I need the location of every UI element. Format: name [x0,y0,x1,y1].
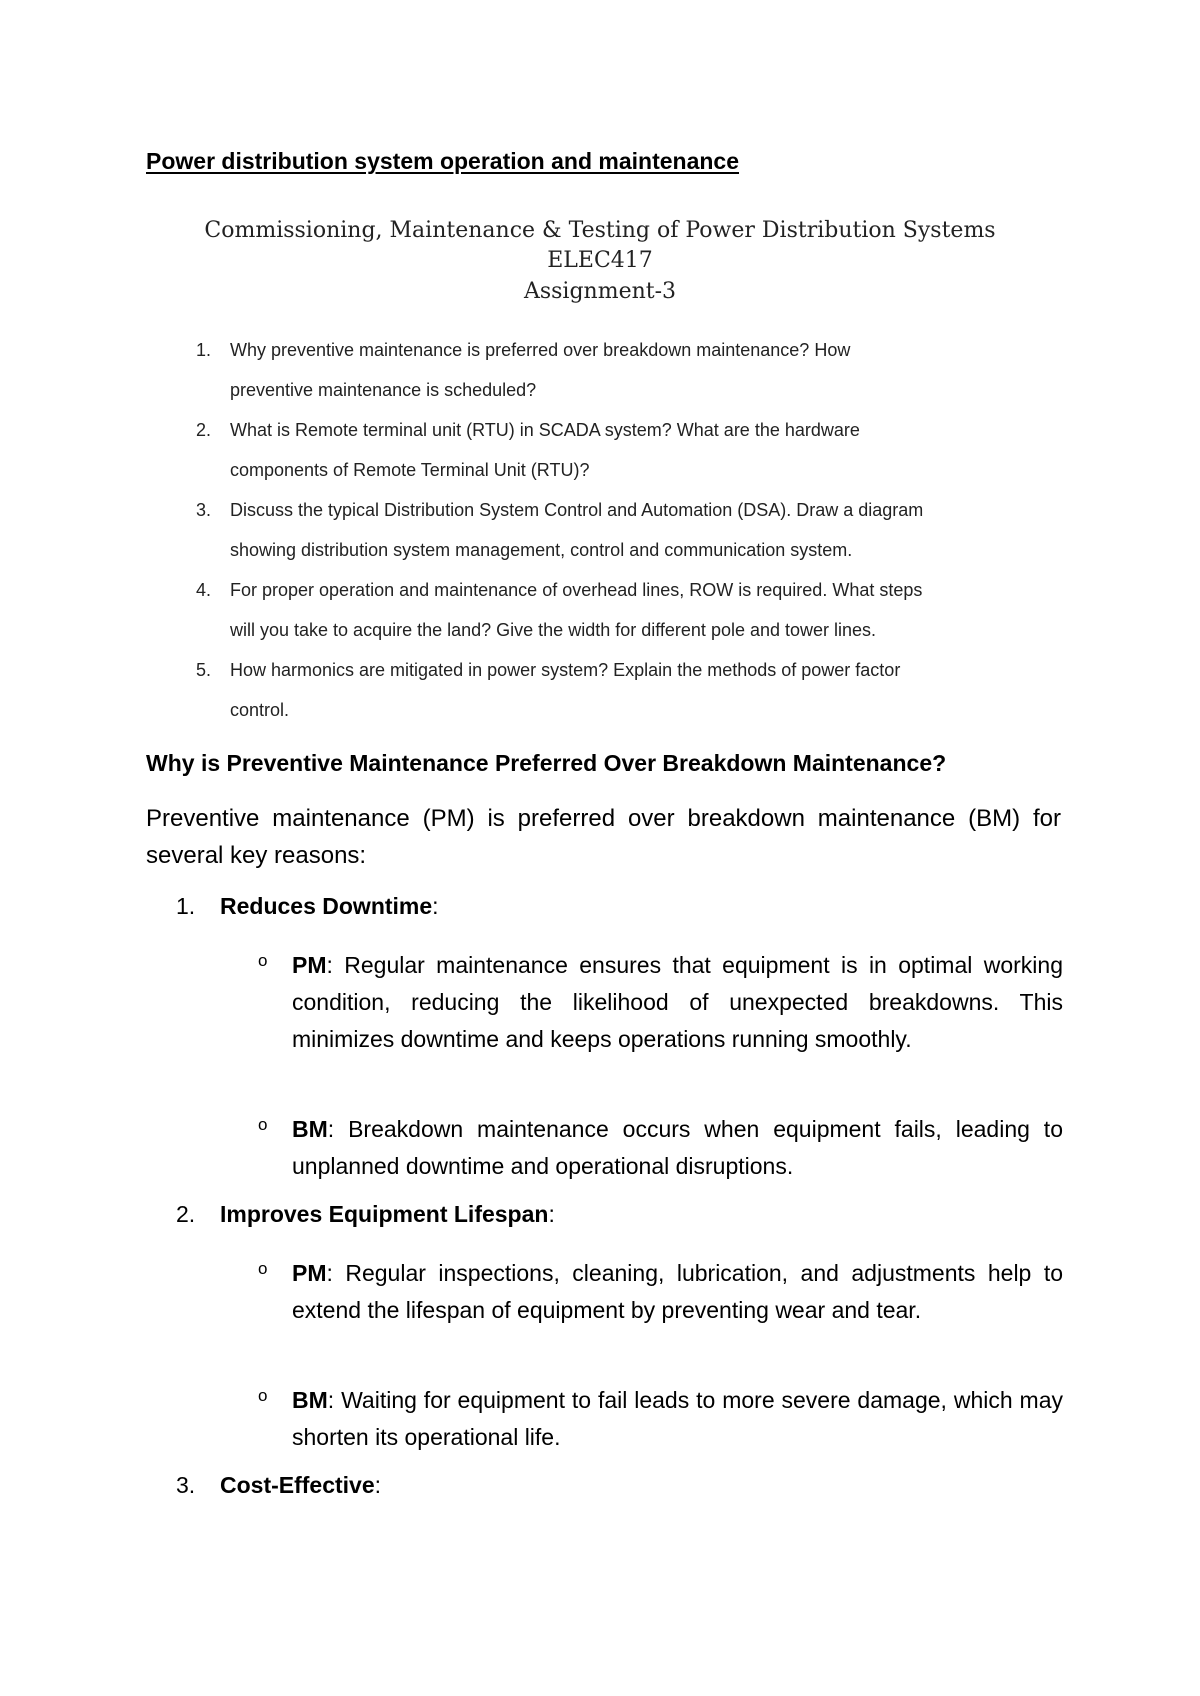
bullet-icon: o [258,1115,268,1134]
list-number: 2. [176,1201,196,1227]
point-text: : Regular maintenance ensures that equipment is in optimal working condition, reducing the likelihood of unexpected breakdowns. This minimizes downtime and keeps operations running smoothly. [292,952,1063,1052]
question-number: 5. [196,660,212,680]
bullet-icon: o [258,1386,268,1405]
question-text: For proper operation and maintenance of overhead lines, ROW is required. What steps [230,580,923,600]
intro-paragraph: Preventive maintenance (PM) is preferred over breakdown maintenance (BM) for several key reasons: [146,805,1061,869]
colon: : [548,1201,555,1227]
course-title: Commissioning, Maintenance & Testing of Power Distribution Systems [204,218,996,243]
question-text: Discuss the typical Distribution System Control and Automation (DSA). Draw a diagram [230,500,924,520]
document-title: Power distribution system operation and maintenance [146,148,740,174]
question-number: 2. [196,420,212,440]
point-label: PM [292,1260,327,1286]
question-text: How harmonics are mitigated in power system? Explain the methods of power factor [230,660,901,680]
list-number: 3. [176,1472,196,1498]
colon: : [374,1472,382,1498]
question-text: components of Remote Terminal Unit (RTU)? [230,460,590,480]
question-number: 3. [196,500,212,520]
point-label: BM [292,1387,328,1413]
list-item-title: Reduces Downtime [220,893,433,919]
point-label: PM [292,952,327,978]
assignment-number: Assignment-3 [523,279,677,304]
list-item [176,1201,555,1228]
bullet-icon: o [258,951,268,970]
question-text: preventive maintenance is scheduled? [230,380,537,400]
question-number: 1. [196,340,212,360]
question-number: 4. [196,580,212,600]
point-text: : Regular inspections, cleaning, lubrication, and adjustments help to extend the lifespan of equipment by preventing wear and tear. [292,1260,1063,1323]
course-code: ELEC417 [547,248,653,273]
question-text: What is Remote terminal unit (RTU) in SCADA system? What are the hardware [230,420,860,440]
bullet-icon: o [258,1259,268,1278]
point-text: : Waiting for equipment to fail leads to more severe damage, which may shorten its operational life. [292,1387,1063,1450]
list-item [176,893,439,920]
point-label: BM [292,1116,328,1142]
point-text: : Breakdown maintenance occurs when equipment fails, leading to unplanned downtime and operational disruptions. [292,1116,1063,1179]
list-item [176,1472,381,1499]
colon: : [432,893,439,919]
question-text: Why preventive maintenance is preferred over breakdown maintenance? How [230,340,851,360]
section-heading: Why is Preventive Maintenance Preferred Over Breakdown Maintenance? [146,750,947,776]
list-item-title: Improves Equipment Lifespan [220,1201,549,1227]
list-number: 1. [176,893,196,919]
list-item-title: Cost-Effective [220,1472,375,1498]
question-text: showing distribution system management, control and communication system. [230,540,853,560]
question-text: control. [230,700,290,720]
question-text: will you take to acquire the land? Give the width for different pole and tower lines. [230,620,877,640]
